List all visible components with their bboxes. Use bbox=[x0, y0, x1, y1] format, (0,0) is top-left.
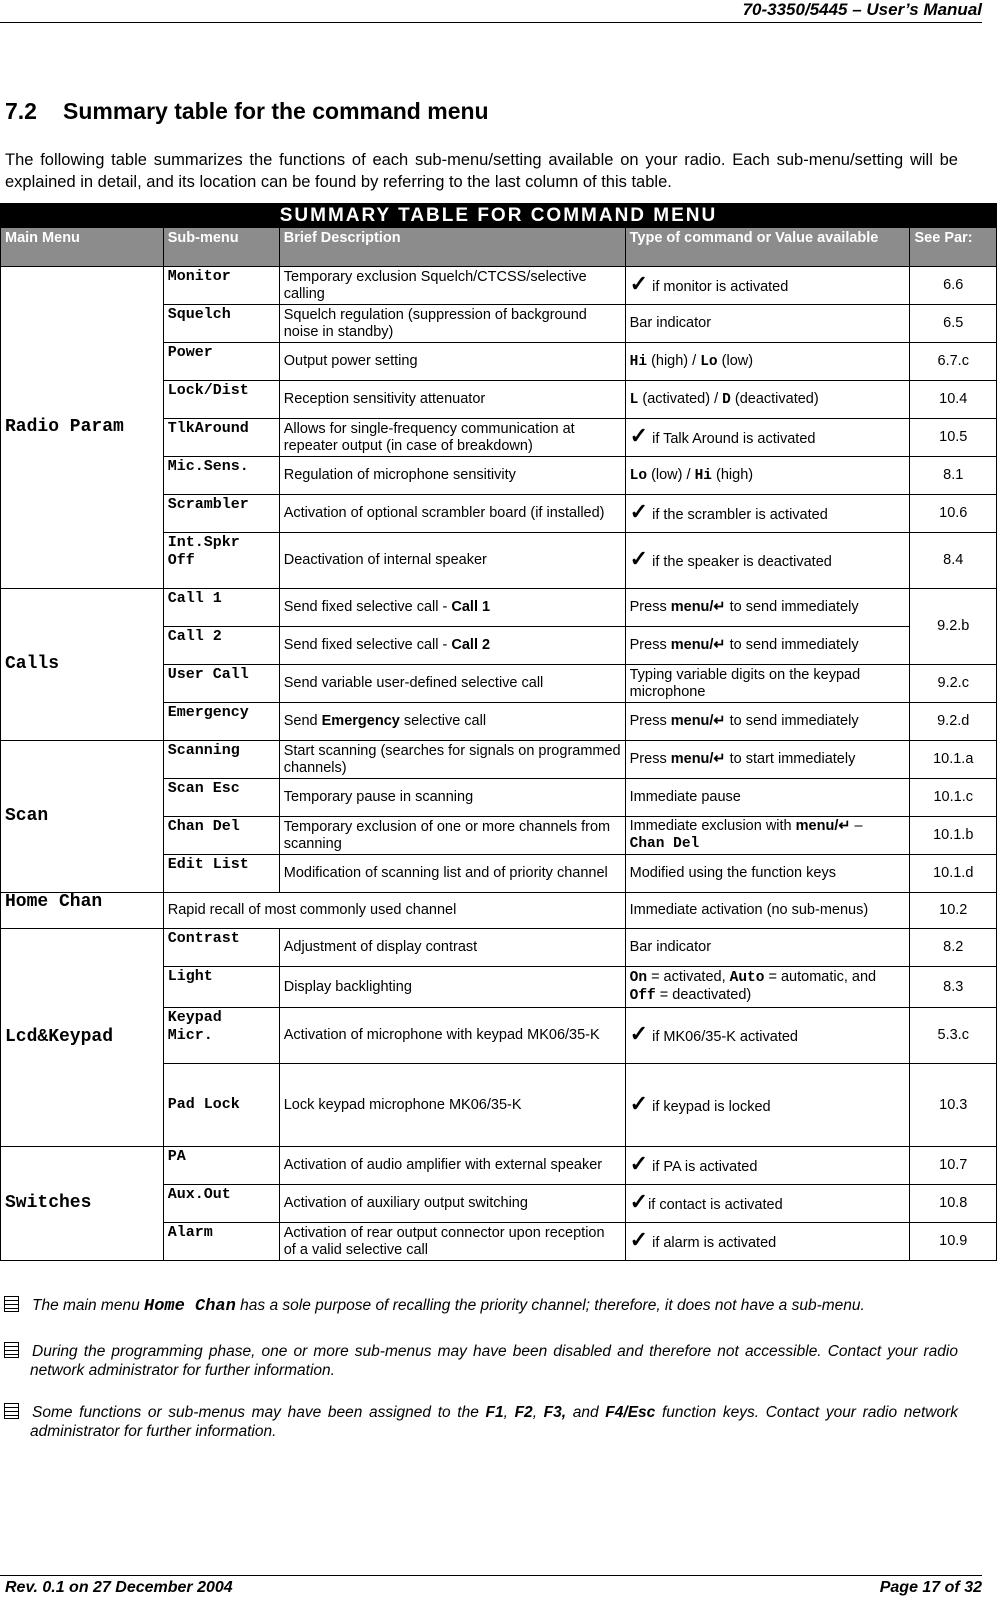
value-text: Press bbox=[629, 713, 667, 729]
description-cell: Lock keypad microphone MK06/35-K bbox=[279, 1064, 625, 1147]
page-number: Page 17 of 32 bbox=[879, 1579, 982, 1596]
value-text: to send immediately bbox=[729, 599, 859, 615]
value-cell bbox=[625, 741, 910, 779]
description-cell: Activation of optional scrambler board (if installed) bbox=[279, 495, 625, 533]
section-heading bbox=[5, 98, 489, 125]
value-text: (low) / bbox=[651, 466, 691, 483]
note-3 bbox=[30, 1403, 958, 1441]
note-key: F1 bbox=[485, 1404, 504, 1421]
value-cell bbox=[625, 457, 910, 495]
sub-menu-cell: Call 1 bbox=[163, 589, 279, 627]
par-cell: 10.7 bbox=[910, 1147, 997, 1185]
value-cell bbox=[625, 967, 910, 1008]
value-text: if the scrambler is activated bbox=[652, 507, 828, 523]
note-text: , bbox=[532, 1404, 537, 1421]
sub-menu-cell: PA bbox=[163, 1147, 279, 1185]
sub-menu-cell: Aux.Out bbox=[163, 1185, 279, 1223]
value-cell bbox=[625, 343, 910, 381]
par-cell: 10.4 bbox=[910, 381, 997, 419]
value-key: menu/↵ bbox=[670, 599, 726, 615]
revision-text: Rev. 0.1 on 27 December 2004 bbox=[5, 1579, 233, 1596]
value-cell: Typing variable digits on the keypad microphone bbox=[625, 665, 910, 703]
summary-table bbox=[0, 203, 997, 1261]
description-cell bbox=[279, 589, 625, 627]
section-number: 7.2 bbox=[5, 98, 37, 124]
main-menu-cell: Scan bbox=[1, 741, 164, 893]
description-cell: Regulation of microphone sensitivity bbox=[279, 457, 625, 495]
value-text: if the speaker is deactivated bbox=[652, 554, 832, 570]
description-cell: Output power setting bbox=[279, 343, 625, 381]
description-cell bbox=[279, 627, 625, 665]
description-cell: Activation of microphone with keypad MK06/35-K bbox=[279, 1008, 625, 1064]
col-see-par: See Par: bbox=[910, 228, 997, 267]
par-cell: 6.6 bbox=[910, 267, 997, 305]
table-row bbox=[1, 741, 997, 779]
par-cell: 10.3 bbox=[910, 1064, 997, 1147]
value-text: – bbox=[854, 818, 863, 834]
intro-paragraph: The following table summarizes the functions of each sub-menu/setting available on your radio. Each sub-menu/setting will be explained in detail, and its location can be found by referring to the last column of this table. bbox=[5, 151, 958, 191]
sub-menu-cell: Scan Esc bbox=[163, 779, 279, 817]
par-cell: 8.2 bbox=[910, 929, 997, 967]
value-cell bbox=[625, 627, 910, 665]
sub-menu-cell: Alarm bbox=[163, 1223, 279, 1261]
sub-menu-cell: TlkAround bbox=[163, 419, 279, 457]
section-title: Summary table for the command menu bbox=[63, 98, 489, 124]
main-menu-cell: Switches bbox=[1, 1147, 164, 1261]
value-text: (deactivated) bbox=[734, 390, 819, 407]
value-text: if contact is activated bbox=[648, 1197, 783, 1213]
col-type-of-command: Type of command or Value available bbox=[625, 228, 910, 267]
page-footer bbox=[0, 1575, 982, 1596]
value-text: if Talk Around is activated bbox=[652, 431, 816, 447]
value-cell bbox=[625, 495, 910, 533]
value-text: = activated, bbox=[651, 969, 726, 985]
value-text: to send immediately bbox=[729, 713, 859, 729]
value-cell bbox=[625, 381, 910, 419]
par-cell: 6.5 bbox=[910, 305, 997, 343]
note-text: The main menu bbox=[32, 1297, 140, 1314]
note-2 bbox=[30, 1342, 958, 1380]
check-mark-icon: ✓ bbox=[629, 499, 649, 524]
desc-text: Send fixed selective call - bbox=[283, 637, 448, 653]
page-header bbox=[0, 0, 982, 23]
par-cell: 8.3 bbox=[910, 967, 997, 1008]
note-key: F3, bbox=[543, 1404, 567, 1421]
description-cell: Start scanning (searches for signals on programmed channels) bbox=[279, 741, 625, 779]
value-text: if monitor is activated bbox=[652, 279, 789, 295]
value-key: menu/↵ bbox=[795, 818, 851, 834]
value-cell bbox=[625, 1147, 910, 1185]
par-cell: 10.1.b bbox=[910, 817, 997, 855]
par-cell: 8.1 bbox=[910, 457, 997, 495]
par-cell: 5.3.c bbox=[910, 1008, 997, 1064]
value-code: On bbox=[629, 970, 648, 986]
description-cell: Modification of scanning list and of priority channel bbox=[279, 855, 625, 893]
note-text: Some functions or sub-menus may have been assigned to the bbox=[32, 1404, 479, 1421]
value-code: Chan Del bbox=[629, 836, 700, 852]
value-text: (low) bbox=[721, 352, 754, 369]
desc-bold: Call 2 bbox=[451, 637, 491, 653]
check-mark-icon: ✓ bbox=[629, 271, 649, 296]
table-row bbox=[1, 893, 997, 929]
description-cell: Temporary exclusion Squelch/CTCSS/selective calling bbox=[279, 267, 625, 305]
note-text: During the programming phase, one or more sub-menus may have been disabled and therefore not accessible. Contact your radio network administrator for further information. bbox=[30, 1343, 958, 1379]
desc-text: Send bbox=[283, 713, 318, 729]
value-cell bbox=[625, 817, 910, 855]
value-code: Auto bbox=[729, 970, 765, 986]
value-cell bbox=[625, 419, 910, 457]
value-key: menu/↵ bbox=[670, 713, 726, 729]
check-mark-icon: ✓ bbox=[629, 546, 649, 571]
description-cell: Squelch regulation (suppression of background noise in standby) bbox=[279, 305, 625, 343]
sub-menu-cell: Lock/Dist bbox=[163, 381, 279, 419]
value-code: Lo bbox=[629, 467, 648, 484]
value-cell: Bar indicator bbox=[625, 305, 910, 343]
value-cell: Modified using the function keys bbox=[625, 855, 910, 893]
desc-bold: Call 1 bbox=[451, 599, 491, 615]
sub-menu-cell: Power bbox=[163, 343, 279, 381]
check-mark-icon: ✓ bbox=[629, 1227, 649, 1252]
sub-menu-cell: Squelch bbox=[163, 305, 279, 343]
check-mark-icon: ✓ bbox=[629, 1151, 649, 1176]
value-text: Press bbox=[629, 637, 667, 653]
par-cell: 10.8 bbox=[910, 1185, 997, 1223]
note-text: and bbox=[572, 1404, 599, 1421]
description-cell: Activation of rear output connector upon reception of a valid selective call bbox=[279, 1223, 625, 1261]
value-key: menu/↵ bbox=[670, 637, 726, 653]
value-text: if alarm is activated bbox=[652, 1235, 777, 1251]
value-code: Lo bbox=[700, 353, 718, 370]
sub-menu-cell: Light bbox=[163, 967, 279, 1008]
note-key: F4/Esc bbox=[605, 1404, 656, 1421]
sub-menu-cell: Emergency bbox=[163, 703, 279, 741]
main-menu-cell: Calls bbox=[1, 589, 164, 741]
value-code: Off bbox=[629, 988, 656, 1004]
description-cell: Temporary pause in scanning bbox=[279, 779, 625, 817]
description-cell: Temporary exclusion of one or more channels from scanning bbox=[279, 817, 625, 855]
value-key: menu/↵ bbox=[670, 751, 726, 767]
value-cell bbox=[625, 589, 910, 627]
value-text: (activated) / bbox=[642, 390, 719, 407]
value-cell bbox=[625, 703, 910, 741]
col-brief-description: Brief Description bbox=[279, 228, 625, 267]
note-icon bbox=[4, 1342, 19, 1358]
sub-menu-cell: User Call bbox=[163, 665, 279, 703]
sub-menu-cell: Contrast bbox=[163, 929, 279, 967]
sub-menu-cell: Scrambler bbox=[163, 495, 279, 533]
note-icon bbox=[4, 1296, 19, 1312]
sub-menu-cell: Chan Del bbox=[163, 817, 279, 855]
par-cell: 10.1.a bbox=[910, 741, 997, 779]
value-code: L bbox=[629, 391, 639, 408]
sub-menu-cell: Edit List bbox=[163, 855, 279, 893]
value-text: to send immediately bbox=[729, 637, 859, 653]
description-cell: Activation of audio amplifier with external speaker bbox=[279, 1147, 625, 1185]
value-cell bbox=[625, 1008, 910, 1064]
check-mark-icon: ✓ bbox=[629, 1090, 649, 1116]
value-cell bbox=[625, 533, 910, 589]
table-row bbox=[1, 589, 997, 627]
description-cell: Rapid recall of most commonly used channel bbox=[163, 893, 625, 929]
par-cell: 9.2.d bbox=[910, 703, 997, 741]
description-cell: Reception sensitivity attenuator bbox=[279, 381, 625, 419]
value-text: to start immediately bbox=[729, 751, 856, 767]
sub-menu-cell: Mic.Sens. bbox=[163, 457, 279, 495]
par-cell: 10.9 bbox=[910, 1223, 997, 1261]
value-cell bbox=[625, 1185, 910, 1223]
sub-menu-cell: Call 2 bbox=[163, 627, 279, 665]
value-text: if keypad is locked bbox=[652, 1098, 771, 1115]
par-cell: 10.1.c bbox=[910, 779, 997, 817]
check-mark-icon: ✓ bbox=[629, 423, 649, 448]
main-menu-cell: Radio Param bbox=[1, 267, 164, 589]
par-cell: 8.4 bbox=[910, 533, 997, 589]
value-text: Press bbox=[629, 599, 667, 615]
value-text: (high) / bbox=[651, 352, 697, 369]
desc-text: Send fixed selective call - bbox=[283, 599, 448, 615]
check-mark-icon: ✓ bbox=[629, 1189, 649, 1214]
sub-menu-cell: Int.Spkr Off bbox=[163, 533, 279, 589]
value-code: Hi bbox=[629, 353, 648, 370]
value-text: if PA is activated bbox=[652, 1159, 758, 1175]
par-cell: 9.2.b bbox=[910, 589, 997, 665]
sub-menu-cell: Monitor bbox=[163, 267, 279, 305]
value-text: = deactivated) bbox=[659, 987, 752, 1003]
desc-text: selective call bbox=[403, 713, 487, 729]
value-text: if MK06/35-K activated bbox=[652, 1029, 798, 1045]
main-menu-cell: Lcd&Keypad bbox=[1, 929, 164, 1147]
value-cell: Immediate activation (no sub-menus) bbox=[625, 893, 910, 929]
value-cell bbox=[625, 1223, 910, 1261]
table-row bbox=[1, 267, 997, 305]
value-cell bbox=[625, 1064, 910, 1147]
col-sub-menu: Sub-menu bbox=[163, 228, 279, 267]
note-code: Home Chan bbox=[144, 1297, 236, 1316]
value-text: = automatic, and bbox=[768, 969, 877, 985]
document-title: 70-3350/5445 – User’s Manual bbox=[742, 0, 982, 19]
value-text: (high) bbox=[716, 466, 754, 483]
description-cell bbox=[279, 703, 625, 741]
description-cell: Display backlighting bbox=[279, 967, 625, 1008]
table-title: SUMMARY TABLE FOR COMMAND MENU bbox=[1, 204, 997, 228]
desc-bold: Emergency bbox=[321, 713, 400, 729]
description-cell: Adjustment of display contrast bbox=[279, 929, 625, 967]
par-cell: 10.2 bbox=[910, 893, 997, 929]
note-text: function keys. Contact your radio network administrator for further information. bbox=[30, 1404, 959, 1440]
table-row bbox=[1, 1147, 997, 1185]
col-main-menu: Main Menu bbox=[1, 228, 164, 267]
note-icon bbox=[4, 1403, 19, 1419]
table-row bbox=[1, 929, 997, 967]
note-text: , bbox=[503, 1404, 508, 1421]
description-cell: Send variable user-defined selective call bbox=[279, 665, 625, 703]
description-cell: Deactivation of internal speaker bbox=[279, 533, 625, 589]
par-cell: 10.1.d bbox=[910, 855, 997, 893]
value-text: Immediate exclusion with bbox=[629, 818, 792, 834]
value-code: Hi bbox=[694, 467, 712, 484]
sub-menu-cell: Pad Lock bbox=[163, 1064, 279, 1147]
check-mark-icon: ✓ bbox=[629, 1021, 649, 1046]
sub-menu-cell: Scanning bbox=[163, 741, 279, 779]
par-cell: 10.5 bbox=[910, 419, 997, 457]
note-text: has a sole purpose of recalling the priority channel; therefore, it does not have a sub-menu. bbox=[240, 1297, 865, 1314]
description-cell: Activation of auxiliary output switching bbox=[279, 1185, 625, 1223]
value-text: Press bbox=[629, 751, 667, 767]
description-cell: Allows for single-frequency communication at repeater output (in case of breakdown) bbox=[279, 419, 625, 457]
value-code: D bbox=[722, 391, 731, 408]
note-key: F2 bbox=[514, 1404, 533, 1421]
note-1 bbox=[30, 1296, 958, 1316]
par-cell: 6.7.c bbox=[910, 343, 997, 381]
value-cell: Immediate pause bbox=[625, 779, 910, 817]
main-menu-cell: Home Chan bbox=[1, 893, 164, 929]
value-cell bbox=[625, 267, 910, 305]
value-cell: Bar indicator bbox=[625, 929, 910, 967]
par-cell: 10.6 bbox=[910, 495, 997, 533]
par-cell: 9.2.c bbox=[910, 665, 997, 703]
sub-menu-cell: Keypad Micr. bbox=[163, 1008, 279, 1064]
